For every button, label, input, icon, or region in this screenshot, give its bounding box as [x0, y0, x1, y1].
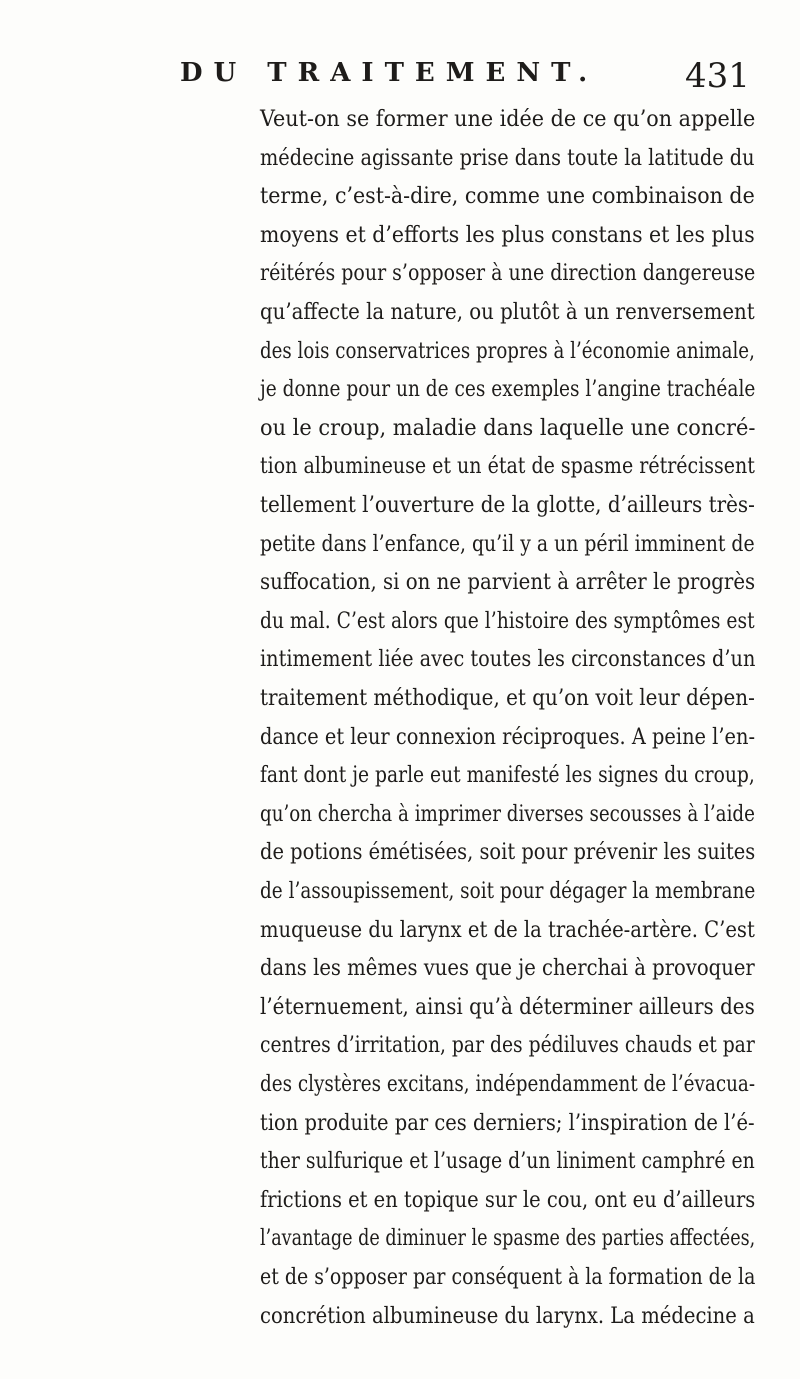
- text-line: centres d’irritation, par des pédiluves chauds et par: [260, 1032, 755, 1059]
- text-line: je donne pour un de ces exemples l’angine trachéale: [260, 376, 756, 403]
- text-line: des lois conservatrices propres à l’économie animale,: [260, 337, 755, 364]
- text-line: qu’affecte la nature, ou plutôt à un renversement: [260, 299, 755, 325]
- text-line: de potions émétisées, soit pour prévenir les suites: [260, 839, 756, 866]
- text-line: petite dans l’enfance, qu’il y a un péril imminent de: [260, 530, 755, 557]
- text-line: l’avantage de diminuer le spasme des parties affectées,: [260, 1225, 756, 1252]
- text-line: suffocation, si on ne parvient à arrêter le progrès: [260, 569, 756, 596]
- text-line: ther sulfurique et l’usage d’un liniment camphré en: [260, 1148, 755, 1175]
- text-line: réitérés pour s’opposer à une direction dangereuse: [260, 260, 756, 287]
- text-line: terme, c’est-à-dire, comme une combinaison de: [260, 183, 755, 210]
- text-line: tion produite par ces derniers; l’inspiration de l’é-: [260, 1109, 755, 1136]
- running-head: [180, 50, 750, 100]
- text-line: intimement liée avec toutes les circonstances d’un: [260, 646, 756, 673]
- text-line: frictions et en topique sur le cou, ont eu d’ailleurs: [260, 1186, 756, 1213]
- text-line: des clystères excitans, indépendamment de l’évacua-: [260, 1071, 756, 1097]
- text-line: de l’assoupissement, soit pour dégager la membrane: [260, 878, 756, 904]
- text-line: dance et leur connexion réciproques. A peine l’en-: [260, 723, 756, 750]
- text-line: ou le croup, maladie dans laquelle une concré-: [260, 414, 756, 441]
- text-line: tion albumineuse et un état de spasme rétrécissent: [260, 453, 755, 480]
- text-line: tellement l’ouverture de la glotte, d’ailleurs très-: [260, 492, 755, 518]
- text-line: muqueuse du larynx et de la trachée-artère. C’est: [260, 916, 755, 943]
- text-line: l’éternuement, ainsi qu’à déterminer ailleurs des: [260, 993, 755, 1020]
- text-line: moyens et d’efforts les plus constans et les plus: [260, 221, 755, 248]
- page-number: 431: [685, 56, 750, 96]
- text-line: Veut-on se former une idée de ce qu’on appelle: [260, 106, 756, 132]
- running-title: DU TRAITEMENT.: [180, 58, 599, 88]
- text-line: concrétion albumineuse du larynx. La médecine a: [260, 1302, 755, 1329]
- text-line: du mal. C’est alors que l’histoire des symptômes est: [260, 607, 755, 634]
- text-line: dans les mêmes vues que je cherchai à provoquer: [260, 955, 755, 982]
- text-line: médecine agissante prise dans toute la latitude du: [260, 144, 755, 171]
- text-line: traitement méthodique, et qu’on voit leur dépen-: [260, 685, 755, 711]
- text-line: qu’on chercha à imprimer diverses secousses à l’aide: [260, 800, 755, 827]
- text-line: fant dont je parle eut manifesté les signes du croup,: [260, 762, 755, 789]
- text-line: et de s’opposer par conséquent à la formation de la: [260, 1264, 756, 1290]
